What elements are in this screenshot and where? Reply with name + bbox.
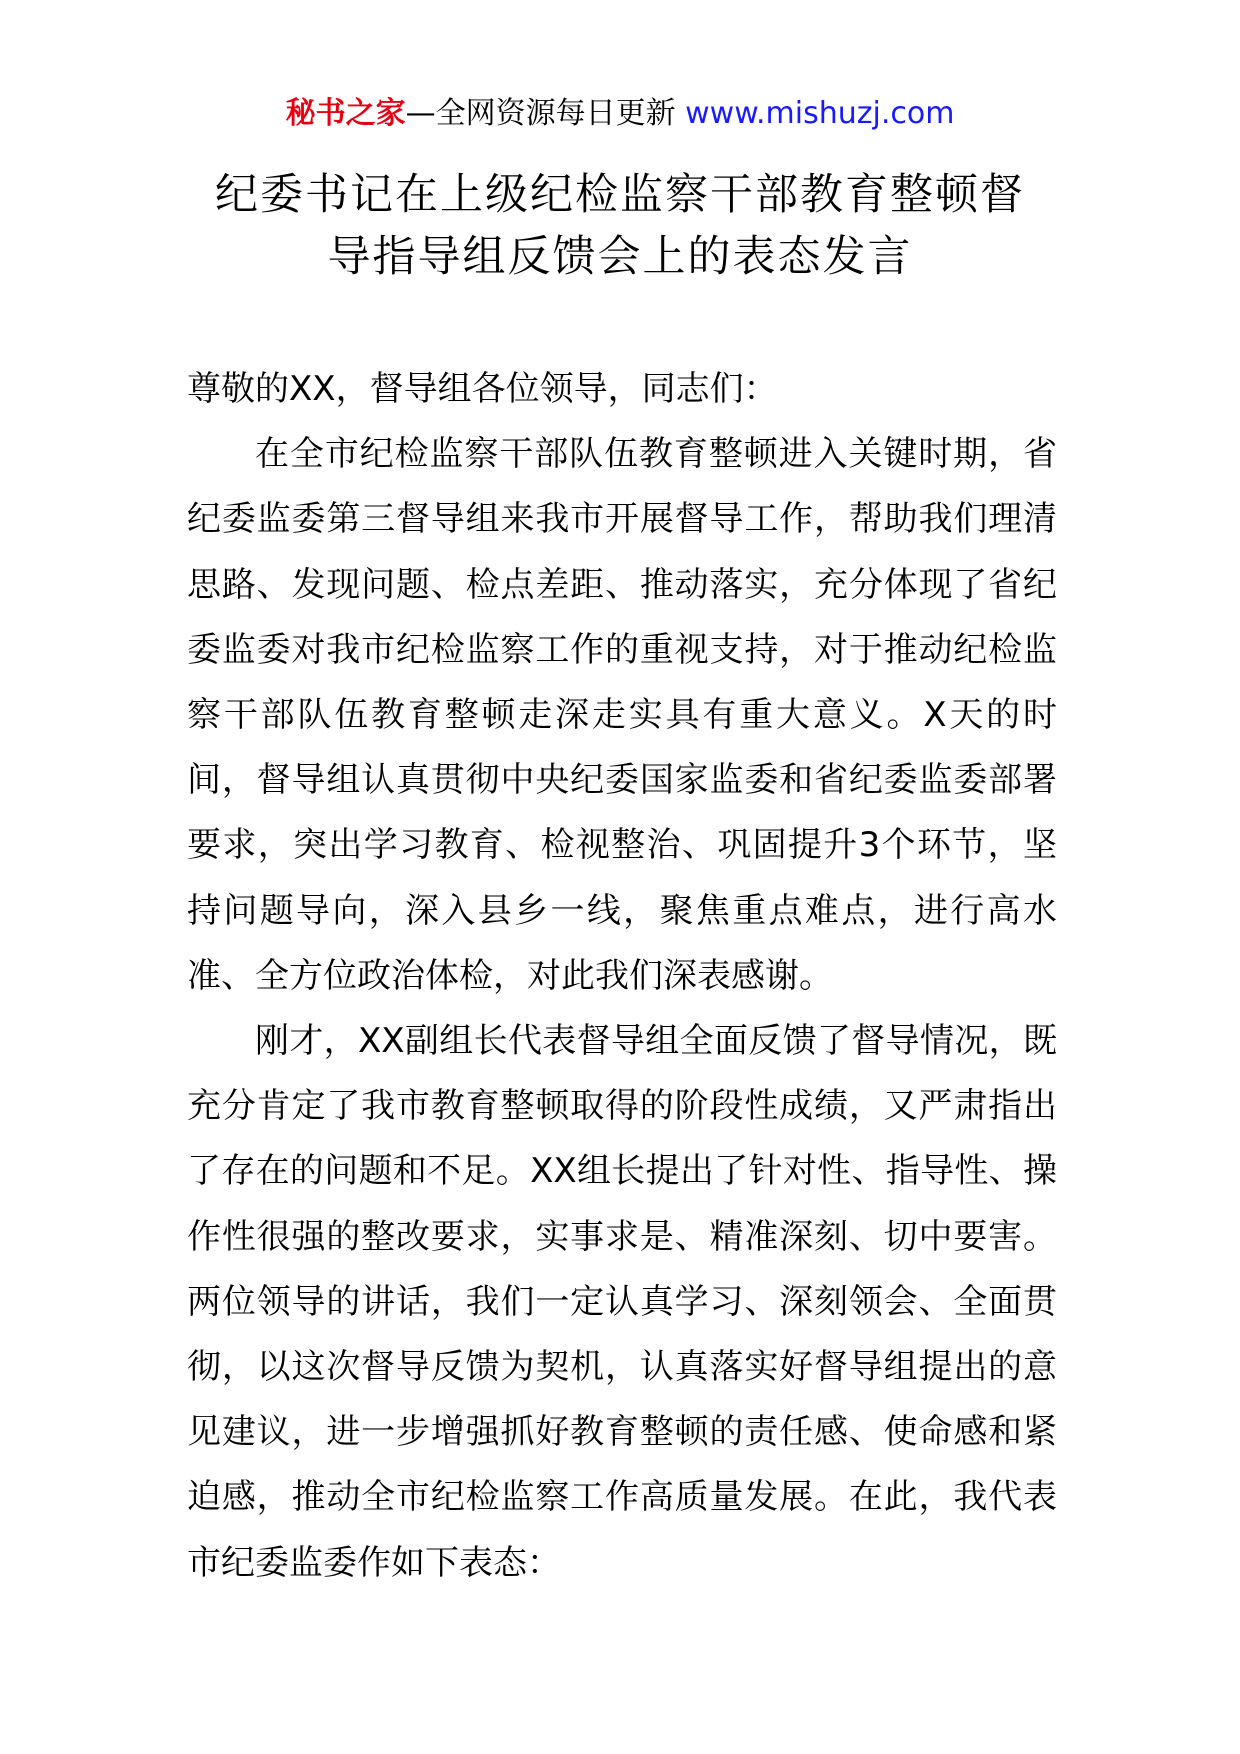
paragraph-2: 刚才，XX副组长代表督导组全面反馈了督导情况，既充分肯定了我市教育整顿取得的阶段性成绩，又严肃指出了存在的问题和不足。XX组长提出了针对性、指导性、操作性很强的整改要求，实事求是、精准深刻、切中要害。两位领导的讲话，我们一定认真学习、深刻领会、全面贯彻，以这次督导反馈为契机，认真落实好督导组提出的意见建议，进一步增强抓好教育整顿的责任感、使命感和紧迫感，推动全市纪检监察工作高质量发展。在此，我代表市纪委监委作如下表态： [187,1021,1057,1583]
site-url-link[interactable]: www.mishuzj.com [685,96,955,131]
document-title-line-1: 纪委书记在上级纪检监察干部教育整顿督 [215,170,1025,220]
site-tagline: —全网资源每日更新 [405,96,676,131]
document-title-line-2: 导指导组反馈会上的表态发言 [327,232,913,282]
site-brand: 秘书之家 [285,96,406,131]
paragraph-1: 在全市纪检监察干部队伍教育整顿进入关键时期，省纪委监委第三督导组来我市开展督导工作，帮助我们理清思路、发现问题、检点差距、推动落实，充分体现了省纪委监委对我市纪检监察工作的重视支持，对于推动纪检监察干部队伍教育整顿走深走实具有重大意义。X天的时间，督导组认真贯彻中央纪委国家监委和省纪委监委部署要求，突出学习教育、检视整治、巩固提升3个环节，坚持问题导向，深入县乡一线，聚焦重点难点，进行高水准、全方位政治体检，对此我们深表感谢。 [187,434,1057,996]
site-header [0,94,1240,134]
salutation: 尊敬的XX，督导组各位领导，同志们： [187,369,778,409]
document-body [187,357,1057,1596]
document-title [150,164,1090,288]
